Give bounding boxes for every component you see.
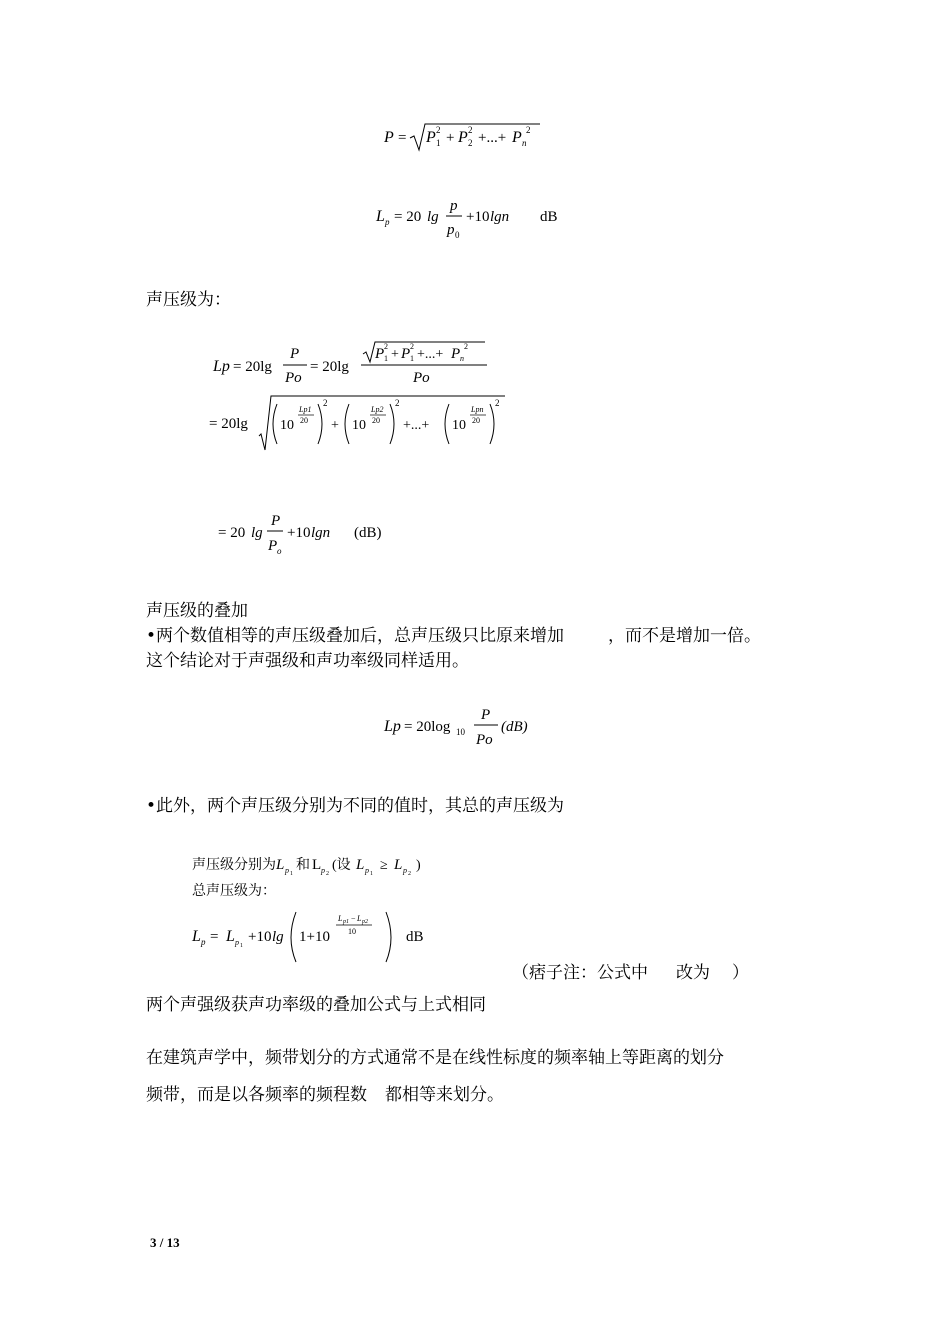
svg-text:2: 2 [495, 398, 500, 408]
svg-text:= 20lg: = 20lg [209, 416, 248, 432]
svg-text:+10: +10 [287, 525, 311, 541]
svg-text:2: 2 [408, 871, 411, 877]
svg-text:P: P [268, 538, 278, 554]
svg-text:P: P [451, 346, 461, 362]
svg-text:−: − [351, 914, 356, 923]
svg-text:2: 2 [326, 871, 329, 877]
svg-text:和: 和 [296, 858, 310, 873]
svg-text:lg: lg [427, 209, 439, 225]
svg-text:L: L [276, 857, 285, 873]
svg-text:Lp: Lp [384, 718, 401, 735]
svg-text:2: 2 [395, 398, 400, 408]
svg-text:p: p [235, 938, 239, 947]
para2-part-b: 都相等来划分。 [385, 1085, 504, 1105]
svg-text:Lp1: Lp1 [299, 405, 312, 414]
svg-text:n: n [460, 354, 464, 363]
svg-text:2: 2 [384, 342, 388, 351]
section-title: 声压级的叠加 [146, 601, 248, 621]
svg-text:p: p [285, 866, 289, 875]
footnote-note [512, 962, 749, 984]
note-part-b: 改为 [676, 963, 710, 983]
svg-text:p1: p1 [343, 919, 349, 925]
svg-text:+...+: +...+ [478, 130, 507, 146]
svg-text:L: L [376, 208, 385, 225]
svg-text:p: p [385, 217, 390, 227]
svg-text:Po: Po [476, 732, 493, 748]
svg-text:= 20lg: = 20lg [233, 359, 272, 375]
equation-spl-result [214, 510, 404, 560]
svg-text:1: 1 [370, 871, 373, 877]
svg-text:Po: Po [285, 370, 302, 386]
svg-text:+10: +10 [248, 929, 272, 945]
svg-text:+...+: +...+ [417, 347, 444, 362]
svg-text:p: p [450, 198, 458, 214]
svg-text:P: P [401, 346, 411, 362]
svg-text:2: 2 [436, 125, 441, 135]
svg-text:lg: lg [251, 525, 263, 541]
svg-text:lgn: lgn [311, 525, 331, 541]
svg-text:2: 2 [468, 125, 473, 135]
svg-text:L: L [226, 928, 235, 945]
svg-text:1: 1 [436, 138, 441, 148]
svg-text:2: 2 [464, 342, 468, 351]
equation-spl-sum-different [188, 850, 458, 965]
svg-text:Lpn: Lpn [471, 405, 484, 414]
svg-text:p2: p2 [362, 919, 368, 925]
svg-text:P: P [290, 346, 300, 362]
svg-text:P: P [512, 129, 522, 146]
svg-text:= 20: = 20 [394, 209, 422, 225]
equation-spl-derivation [205, 336, 525, 456]
svg-text:Lp2: Lp2 [371, 405, 384, 414]
svg-text:L: L [338, 914, 343, 923]
svg-text:p: p [321, 866, 325, 875]
svg-text:总声压级为：: 总声压级为： [192, 884, 276, 899]
svg-text:10: 10 [352, 418, 366, 433]
svg-text:P: P [481, 707, 491, 723]
svg-text:p: p [365, 866, 369, 875]
svg-text:2: 2 [323, 398, 328, 408]
svg-text:2: 2 [410, 342, 414, 351]
svg-text:=: = [398, 130, 407, 146]
svg-text:(dB): (dB) [501, 719, 528, 735]
svg-text:= 20: = 20 [218, 525, 246, 541]
svg-text:P: P [426, 129, 436, 146]
svg-text:+: + [391, 347, 399, 362]
svg-text:dB: dB [540, 209, 558, 225]
svg-text:+: + [331, 418, 339, 433]
svg-text:o: o [277, 546, 282, 556]
bullet-conclusion: 这个结论对于声强级和声功率级同样适用。 [146, 651, 469, 671]
svg-text:10: 10 [280, 418, 294, 433]
svg-text:20: 20 [472, 416, 480, 425]
svg-text:P: P [384, 129, 394, 146]
svg-text:1: 1 [290, 871, 293, 877]
svg-text:L: L [357, 914, 362, 923]
note-part-c: ） [732, 963, 749, 983]
svg-text:dB: dB [406, 929, 424, 945]
svg-text:Po: Po [413, 370, 430, 386]
svg-text:20: 20 [300, 416, 308, 425]
svg-text:(dB): (dB) [354, 525, 382, 541]
svg-text:): ) [416, 858, 421, 873]
svg-text:1+10: 1+10 [299, 929, 330, 945]
bullet-equal-levels [146, 625, 761, 647]
svg-text:20: 20 [372, 416, 380, 425]
svg-text:L: L [394, 857, 403, 873]
svg-text:(设: (设 [332, 858, 351, 873]
svg-text:= 20lg: = 20lg [310, 359, 349, 375]
page-number: 3 / 13 [150, 1235, 180, 1250]
svg-text:声压级分别为: 声压级分别为 [192, 858, 276, 873]
svg-text:0: 0 [455, 230, 460, 240]
bullet1-part-b: ，而不是增加一倍。 [608, 626, 762, 646]
svg-text:p: p [447, 222, 455, 238]
svg-text:=: = [210, 929, 219, 945]
svg-text:+10: +10 [466, 209, 490, 225]
svg-text:10: 10 [452, 418, 466, 433]
svg-text:1: 1 [240, 943, 243, 949]
equation-total-pressure [380, 118, 560, 154]
svg-text:n: n [522, 138, 527, 148]
bullet-different-levels: •此外，两个声压级分别为不同的值时，其总的声压级为 [146, 796, 565, 816]
svg-text:+...+: +...+ [403, 418, 430, 433]
svg-text:2: 2 [468, 138, 473, 148]
paragraph-band-line1: 在建筑声学中，频带划分的方式通常不是在线性标度的频率轴上等距离的划分 [146, 1048, 724, 1068]
svg-text:lgn: lgn [490, 209, 510, 225]
equation-spl-n-sources [372, 196, 572, 246]
svg-text:L: L [356, 857, 365, 873]
svg-text:L: L [192, 928, 201, 945]
svg-text:10: 10 [348, 927, 356, 936]
svg-text:2: 2 [526, 125, 531, 135]
svg-text:Lp: Lp [213, 358, 230, 375]
svg-text:1: 1 [384, 354, 388, 363]
paragraph-band-line2 [146, 1084, 504, 1106]
svg-text:= 20log: = 20log [404, 719, 451, 735]
svg-text:p: p [403, 866, 407, 875]
svg-text:1: 1 [410, 354, 414, 363]
svg-text:10: 10 [456, 727, 465, 737]
svg-text:+: + [446, 130, 455, 146]
svg-text:P: P [458, 129, 468, 146]
label-spl: 声压级为： [146, 290, 231, 310]
svg-text:≥: ≥ [380, 858, 388, 873]
svg-text:L: L [312, 857, 322, 873]
bullet1-part-a: •两个数值相等的声压级叠加后，总声压级只比原来增加 [146, 626, 565, 646]
svg-text:P: P [375, 346, 385, 362]
svg-text:lg: lg [272, 929, 284, 945]
note-part-a: （痞子注：公式中 [512, 963, 648, 983]
svg-text:P: P [271, 513, 281, 529]
para2-part-a: 频带，而是以各频率的频程数 [146, 1085, 367, 1105]
svg-text:p: p [201, 937, 206, 947]
equation-spl-definition [380, 703, 550, 753]
same-formula-note: 两个声强级获声功率级的叠加公式与上式相同 [146, 995, 486, 1015]
